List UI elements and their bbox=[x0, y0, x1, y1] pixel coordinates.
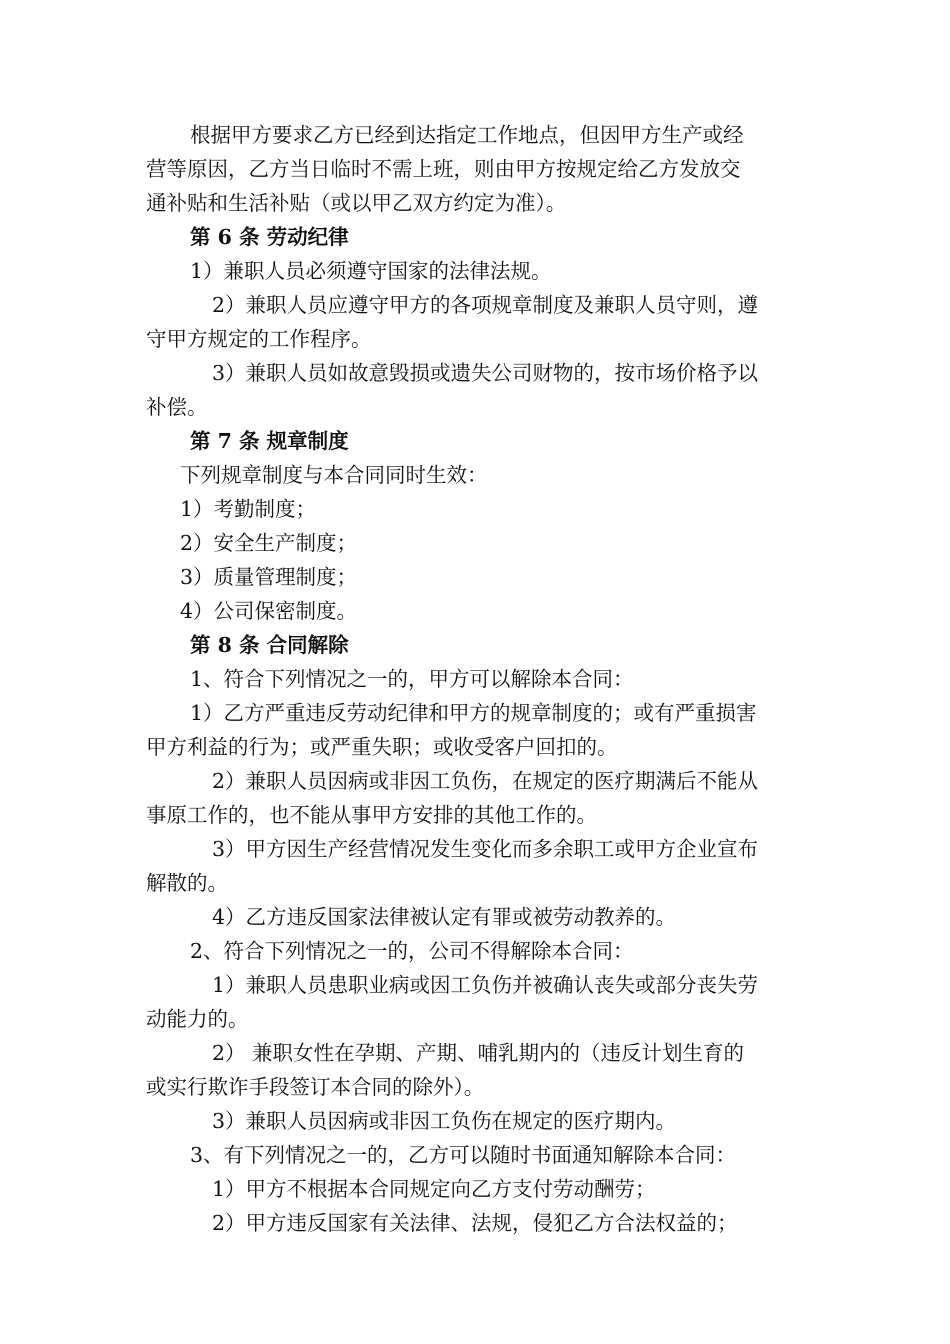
article-8-line: 动能力的。 bbox=[146, 1007, 249, 1031]
article-7-line: 1）考勤制度； bbox=[180, 497, 317, 521]
article-8-line: 1）乙方严重违反劳动纪律和甲方的规章制度的；或有严重损害 bbox=[190, 701, 757, 725]
article-8-line: 3）甲方因生产经营情况发生变化而多余职工或甲方企业宣布 bbox=[212, 837, 759, 861]
article-8-line: 甲方利益的行为；或严重失职；或收受客户回扣的。 bbox=[146, 735, 618, 759]
intro-line-2: 营等原因，乙方当日临时不需上班，则由甲方按规定给乙方发放交 bbox=[146, 157, 741, 181]
article-6-line: 补偿。 bbox=[146, 395, 208, 419]
article-7-line: 4）公司保密制度。 bbox=[180, 599, 358, 623]
article-8-line: 4）乙方违反国家法律被认定有罪或被劳动教养的。 bbox=[212, 905, 677, 929]
article-8-line: 或实行欺诈手段签订本合同的除外）。 bbox=[146, 1075, 485, 1099]
article-8-line: 1、符合下列情况之一的，甲方可以解除本合同： bbox=[190, 667, 634, 691]
article-6-line: 2）兼职人员应遵守甲方的各项规章制度及兼职人员守则，遵 bbox=[212, 293, 759, 317]
article-8-line: 事原工作的，也不能从事甲方安排的其他工作的。 bbox=[146, 803, 597, 827]
article-8-heading: 第 8 条 合同解除 bbox=[190, 633, 349, 657]
article-6-line: 1）兼职人员必须遵守国家的法律法规。 bbox=[190, 259, 552, 283]
article-8-line: 2）兼职人员因病或非因工负伤，在规定的医疗期满后不能从 bbox=[212, 769, 759, 793]
intro-line-1: 根据甲方要求乙方已经到达指定工作地点，但因甲方生产或经 bbox=[190, 123, 744, 147]
article-8-line: 3）兼职人员因病或非因工负伤在规定的医疗期内。 bbox=[212, 1109, 677, 1133]
article-6-line: 3）兼职人员如故意毁损或遗失公司财物的，按市场价格予以 bbox=[212, 361, 759, 385]
article-7-heading: 第 7 条 规章制度 bbox=[190, 429, 349, 453]
intro-line-3: 通补贴和生活补贴（或以甲乙双方约定为准）。 bbox=[146, 191, 567, 215]
article-6-heading: 第 6 条 劳动纪律 bbox=[190, 225, 349, 249]
article-8-line: 2）甲方违反国家有关法律、法规，侵犯乙方合法权益的； bbox=[212, 1211, 738, 1235]
article-8-line: 解散的。 bbox=[146, 871, 228, 895]
article-8-line: 2、符合下列情况之一的，公司不得解除本合同： bbox=[190, 939, 634, 963]
article-8-line: 1）甲方不根据本合同规定向乙方支付劳动酬劳； bbox=[212, 1177, 656, 1201]
article-8-line: 2） 兼职女性在孕期、产期、哺乳期内的（违反计划生育的 bbox=[212, 1041, 745, 1065]
article-7-line: 2）安全生产制度； bbox=[180, 531, 358, 555]
article-7-line: 下列规章制度与本合同同时生效： bbox=[180, 463, 488, 487]
article-8-line: 3、有下列情况之一的，乙方可以随时书面通知解除本合同： bbox=[190, 1143, 737, 1167]
article-8-line: 1）兼职人员患职业病或因工负伤并被确认丧失或部分丧失劳 bbox=[212, 973, 759, 997]
article-6-line: 守甲方规定的工作程序。 bbox=[146, 327, 372, 351]
article-7-line: 3）质量管理制度； bbox=[180, 565, 358, 589]
